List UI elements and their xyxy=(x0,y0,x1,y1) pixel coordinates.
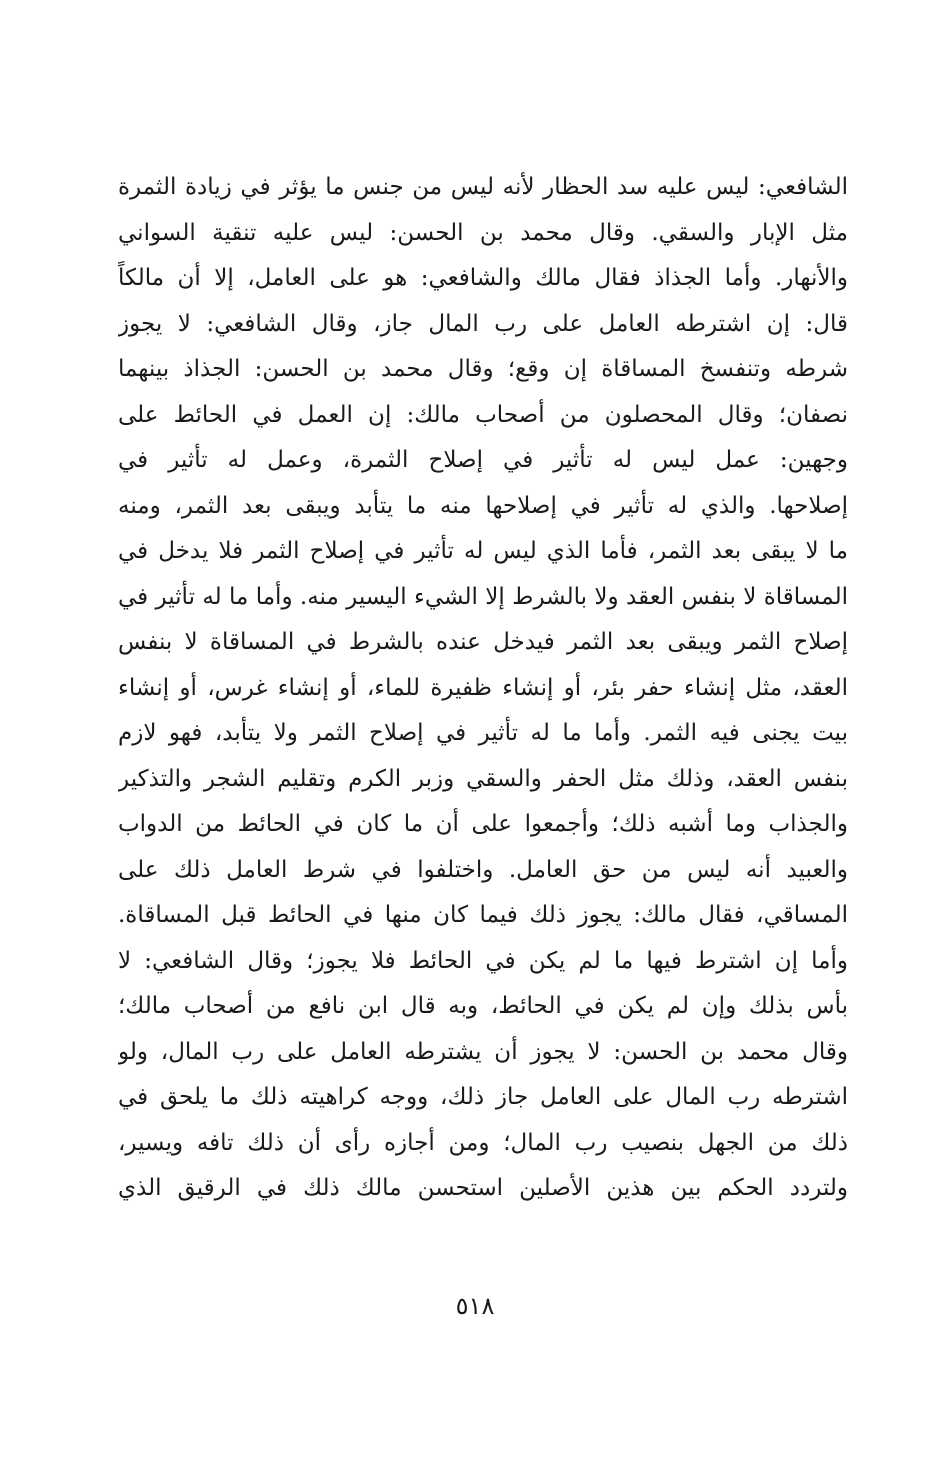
page-number: ٥١٨ xyxy=(455,1292,495,1320)
text-line: إصلاح الثمر ويبقى بعد الثمر فيدخل عنده بالشرط في المساقاة لا بنفس xyxy=(118,629,848,655)
text-line: بيت يجنى فيه الثمر. وأما ما له تأثير في إصلاح الثمر ولا يتأبد، فهو لازم xyxy=(118,720,848,746)
text-line: والجذاب وما أشبه ذلك؛ وأجمعوا على أن ما كان في الحائط من الدواب xyxy=(118,811,848,837)
text-line: العقد، مثل إنشاء حفر بئر، أو إنشاء ظفيرة للماء، أو إنشاء غرس، أو إنشاء xyxy=(118,674,848,701)
body-text xyxy=(118,165,848,1212)
text-line: إصلاحها. والذي له تأثير في إصلاحها منه ما يتأبد ويبقى بعد الثمر، ومنه xyxy=(118,492,848,519)
text-line: والأنهار. وأما الجذاذ فقال مالك والشافعي: هو على العامل، إلا أن مالكاً xyxy=(118,265,848,291)
text-line: بأس بذلك وإن لم يكن في الحائط، وبه قال ابن نافع من أصحاب مالك؛ xyxy=(118,993,848,1019)
text-line: وأما إن اشترط فيها ما لم يكن في الحائط فلا يجوز؛ وقال الشافعي: لا xyxy=(118,947,848,974)
text-line: الشافعي: ليس عليه سد الحظار لأنه ليس من جنس ما يؤثر في زيادة الثمرة xyxy=(118,174,848,200)
text-line: بنفس العقد، وذلك مثل الحفر والسقي وزبر الكرم وتقليم الشجر والتذكير xyxy=(118,765,848,792)
text-line: المساقي، فقال مالك: يجوز ذلك فيما كان منها في الحائط قبل المساقاة. xyxy=(118,902,848,928)
text-line: المساقاة لا بنفس العقد ولا بالشرط إلا الشيء اليسير منه. وأما ما له تأثير في xyxy=(118,583,848,610)
text-line: ولتردد الحكم بين هذين الأصلين استحسن مالك ذلك في الرقيق الذي xyxy=(118,1175,848,1201)
text-line: والعبيد أنه ليس من حق العامل. واختلفوا في شرط العامل ذلك على xyxy=(118,856,848,883)
text-line: وجهين: عمل ليس له تأثير في إصلاح الثمرة، وعمل له تأثير في xyxy=(118,447,848,473)
text-line: ذلك من الجهل بنصيب رب المال؛ ومن أجازه رأى أن ذلك تافه ويسير، xyxy=(118,1129,848,1156)
text-line: وقال محمد بن الحسن: لا يجوز أن يشترطه العامل على رب المال، ولو xyxy=(118,1038,848,1065)
text-line: مثل الإبار والسقي. وقال محمد بن الحسن: ليس عليه تنقية السواني xyxy=(118,219,848,246)
text-line: نصفان؛ وقال المحصلون من أصحاب مالك: إن العمل في الحائط على xyxy=(118,401,848,428)
text-line: قال: إن اشترطه العامل على رب المال جاز، وقال الشافعي: لا يجوز xyxy=(118,310,848,337)
text-line: ما لا يبقى بعد الثمر، فأما الذي ليس له تأثير في إصلاح الثمر فلا يدخل في xyxy=(118,538,848,564)
text-line: شرطه وتنفسخ المساقاة إن وقع؛ وقال محمد بن الحسن: الجذاذ بينهما xyxy=(118,356,848,382)
text-line: اشترطه رب المال على العامل جاز ذلك، ووجه كراهيته ذلك ما يلحق في xyxy=(118,1084,848,1110)
